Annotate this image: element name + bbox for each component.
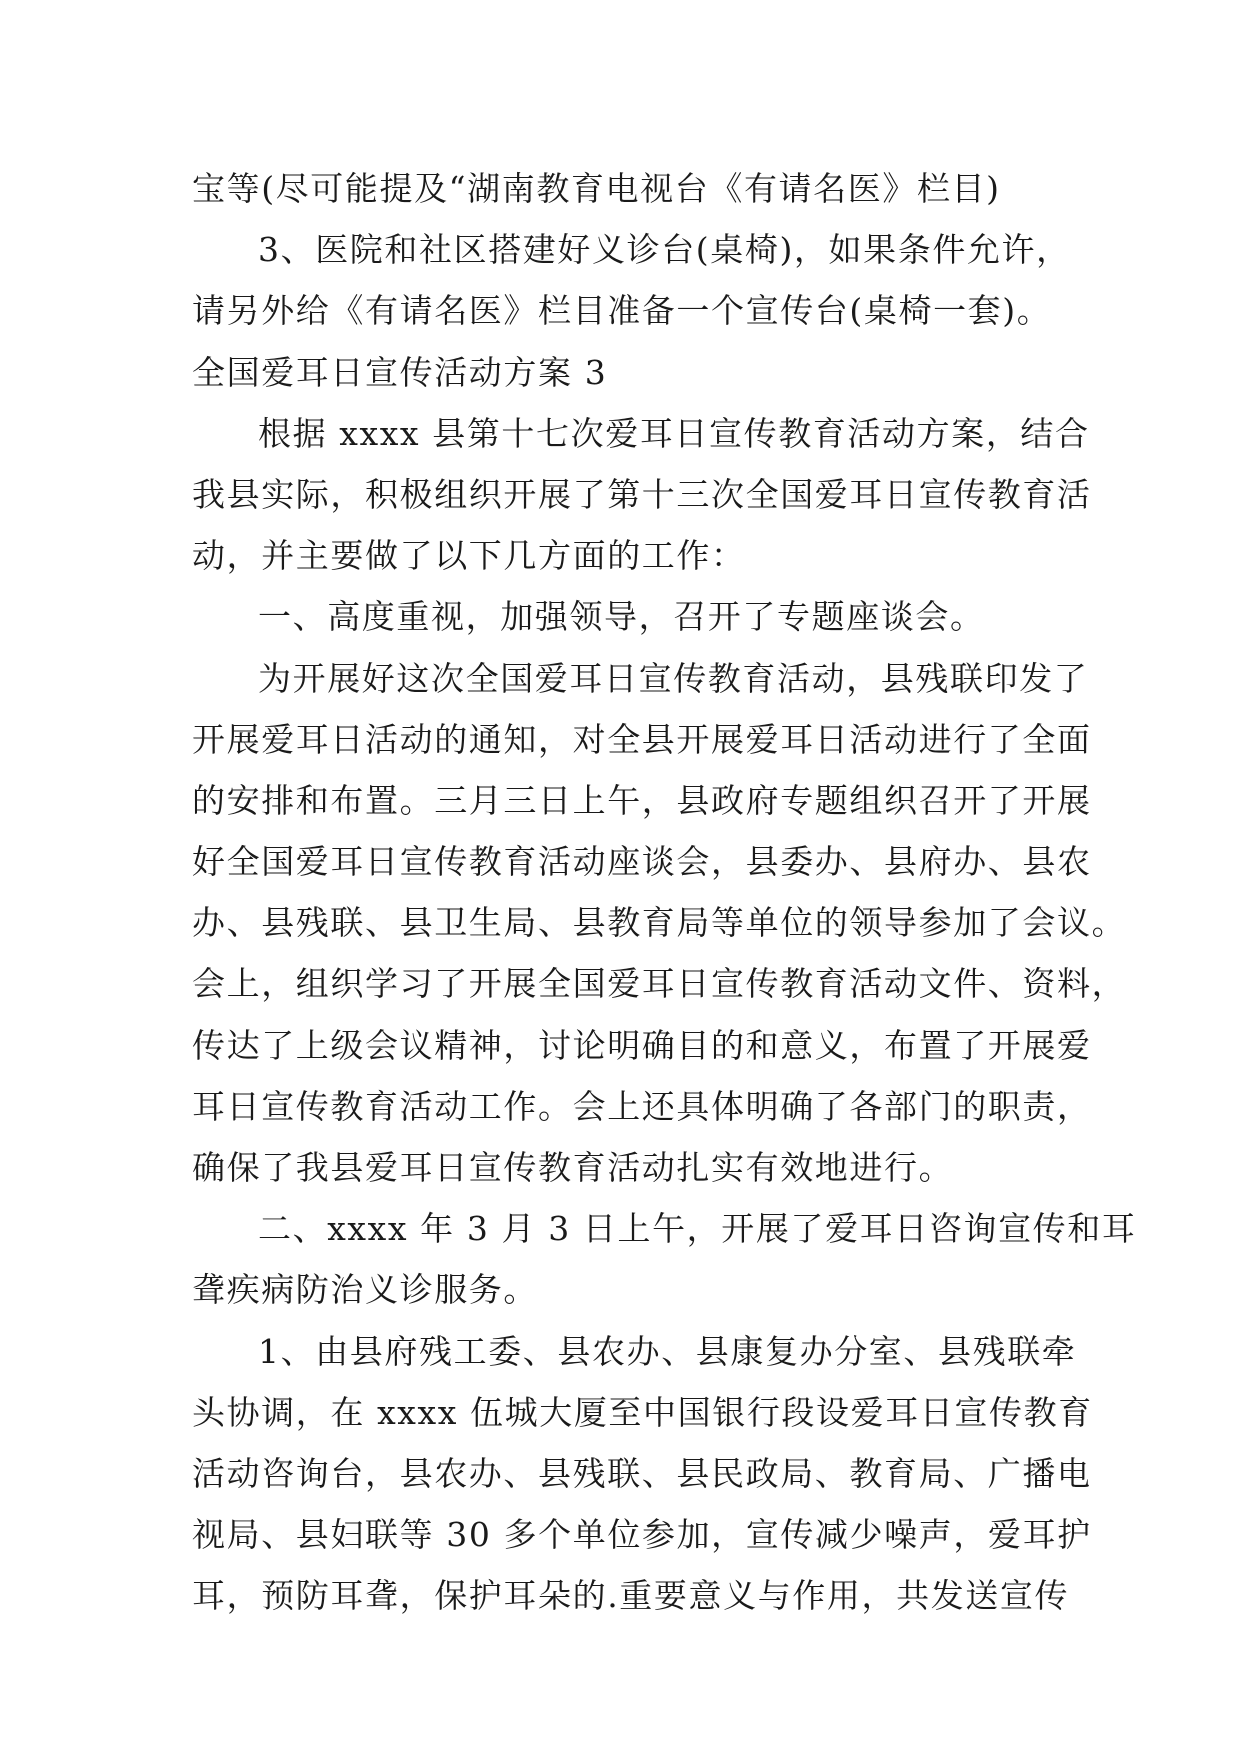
text-line: 一、高度重视，加强领导，召开了专题座谈会。: [258, 597, 985, 637]
text-line: 会上，组织学习了开展全国爱耳日宣传教育活动文件、资料，: [192, 964, 1127, 1004]
text-line: 聋疾病防治义诊服务。: [192, 1270, 538, 1310]
document-body: [192, 158, 1137, 1627]
text-line: 动，并主要做了以下几方面的工作：: [192, 536, 746, 576]
text-line: 活动咨询台，县农办、县残联、县民政局、教育局、广播电: [192, 1453, 1092, 1493]
text-line: 的安排和布置。三月三日上午，县政府专题组织召开了开展: [192, 780, 1092, 820]
text-line: 为开展好这次全国爱耳日宣传教育活动，县残联印发了: [258, 658, 1089, 698]
text-line: 我县实际，积极组织开展了第十三次全国爱耳日宣传教育活: [192, 474, 1092, 514]
text-line: 头协调，在 xxxx 伍城大厦至中国银行段设爱耳日宣传教育: [192, 1392, 1093, 1432]
text-line: 1、由县府残工委、县农办、县康复办分室、县残联牵: [258, 1331, 1077, 1371]
section-heading: 全国爱耳日宣传活动方案 3: [192, 352, 608, 392]
text-line: 3、医院和社区搭建好义诊台(桌椅)，如果条件允许，: [258, 230, 1071, 270]
text-line: 办、县残联、县卫生局、县教育局等单位的领导参加了会议。: [192, 903, 1127, 943]
text-line: 耳，预防耳聋，保护耳朵的.重要意义与作用，共发送宣传: [192, 1576, 1070, 1616]
text-line: 请另外给《有请名医》栏目准备一个宣传台(桌椅一套)。: [192, 291, 1052, 331]
text-line: 确保了我县爱耳日宣传教育活动扎实有效地进行。: [192, 1148, 954, 1187]
text-line: 好全国爱耳日宣传教育活动座谈会，县委办、县府办、县农: [192, 842, 1092, 882]
text-line: 开展爱耳日活动的通知，对全县开展爱耳日活动进行了全面: [192, 719, 1092, 759]
text-line: 视局、县妇联等 30 多个单位参加，宣传减少噪声，爱耳护: [192, 1515, 1092, 1555]
text-line: 根据 xxxx 县第十七次爱耳日宣传教育活动方案，结合: [258, 413, 1090, 453]
text-line: 二、xxxx 年 3 月 3 日上午，开展了爱耳日咨询宣传和耳: [258, 1209, 1137, 1249]
text-line: 传达了上级会议精神，讨论明确目的和意义，布置了开展爱: [192, 1025, 1092, 1065]
text-line: 宝等(尽可能提及“湖南教育电视台《有请名医》栏目): [192, 169, 1001, 208]
text-line: 耳日宣传教育活动工作。会上还具体明确了各部门的职责，: [192, 1086, 1092, 1126]
